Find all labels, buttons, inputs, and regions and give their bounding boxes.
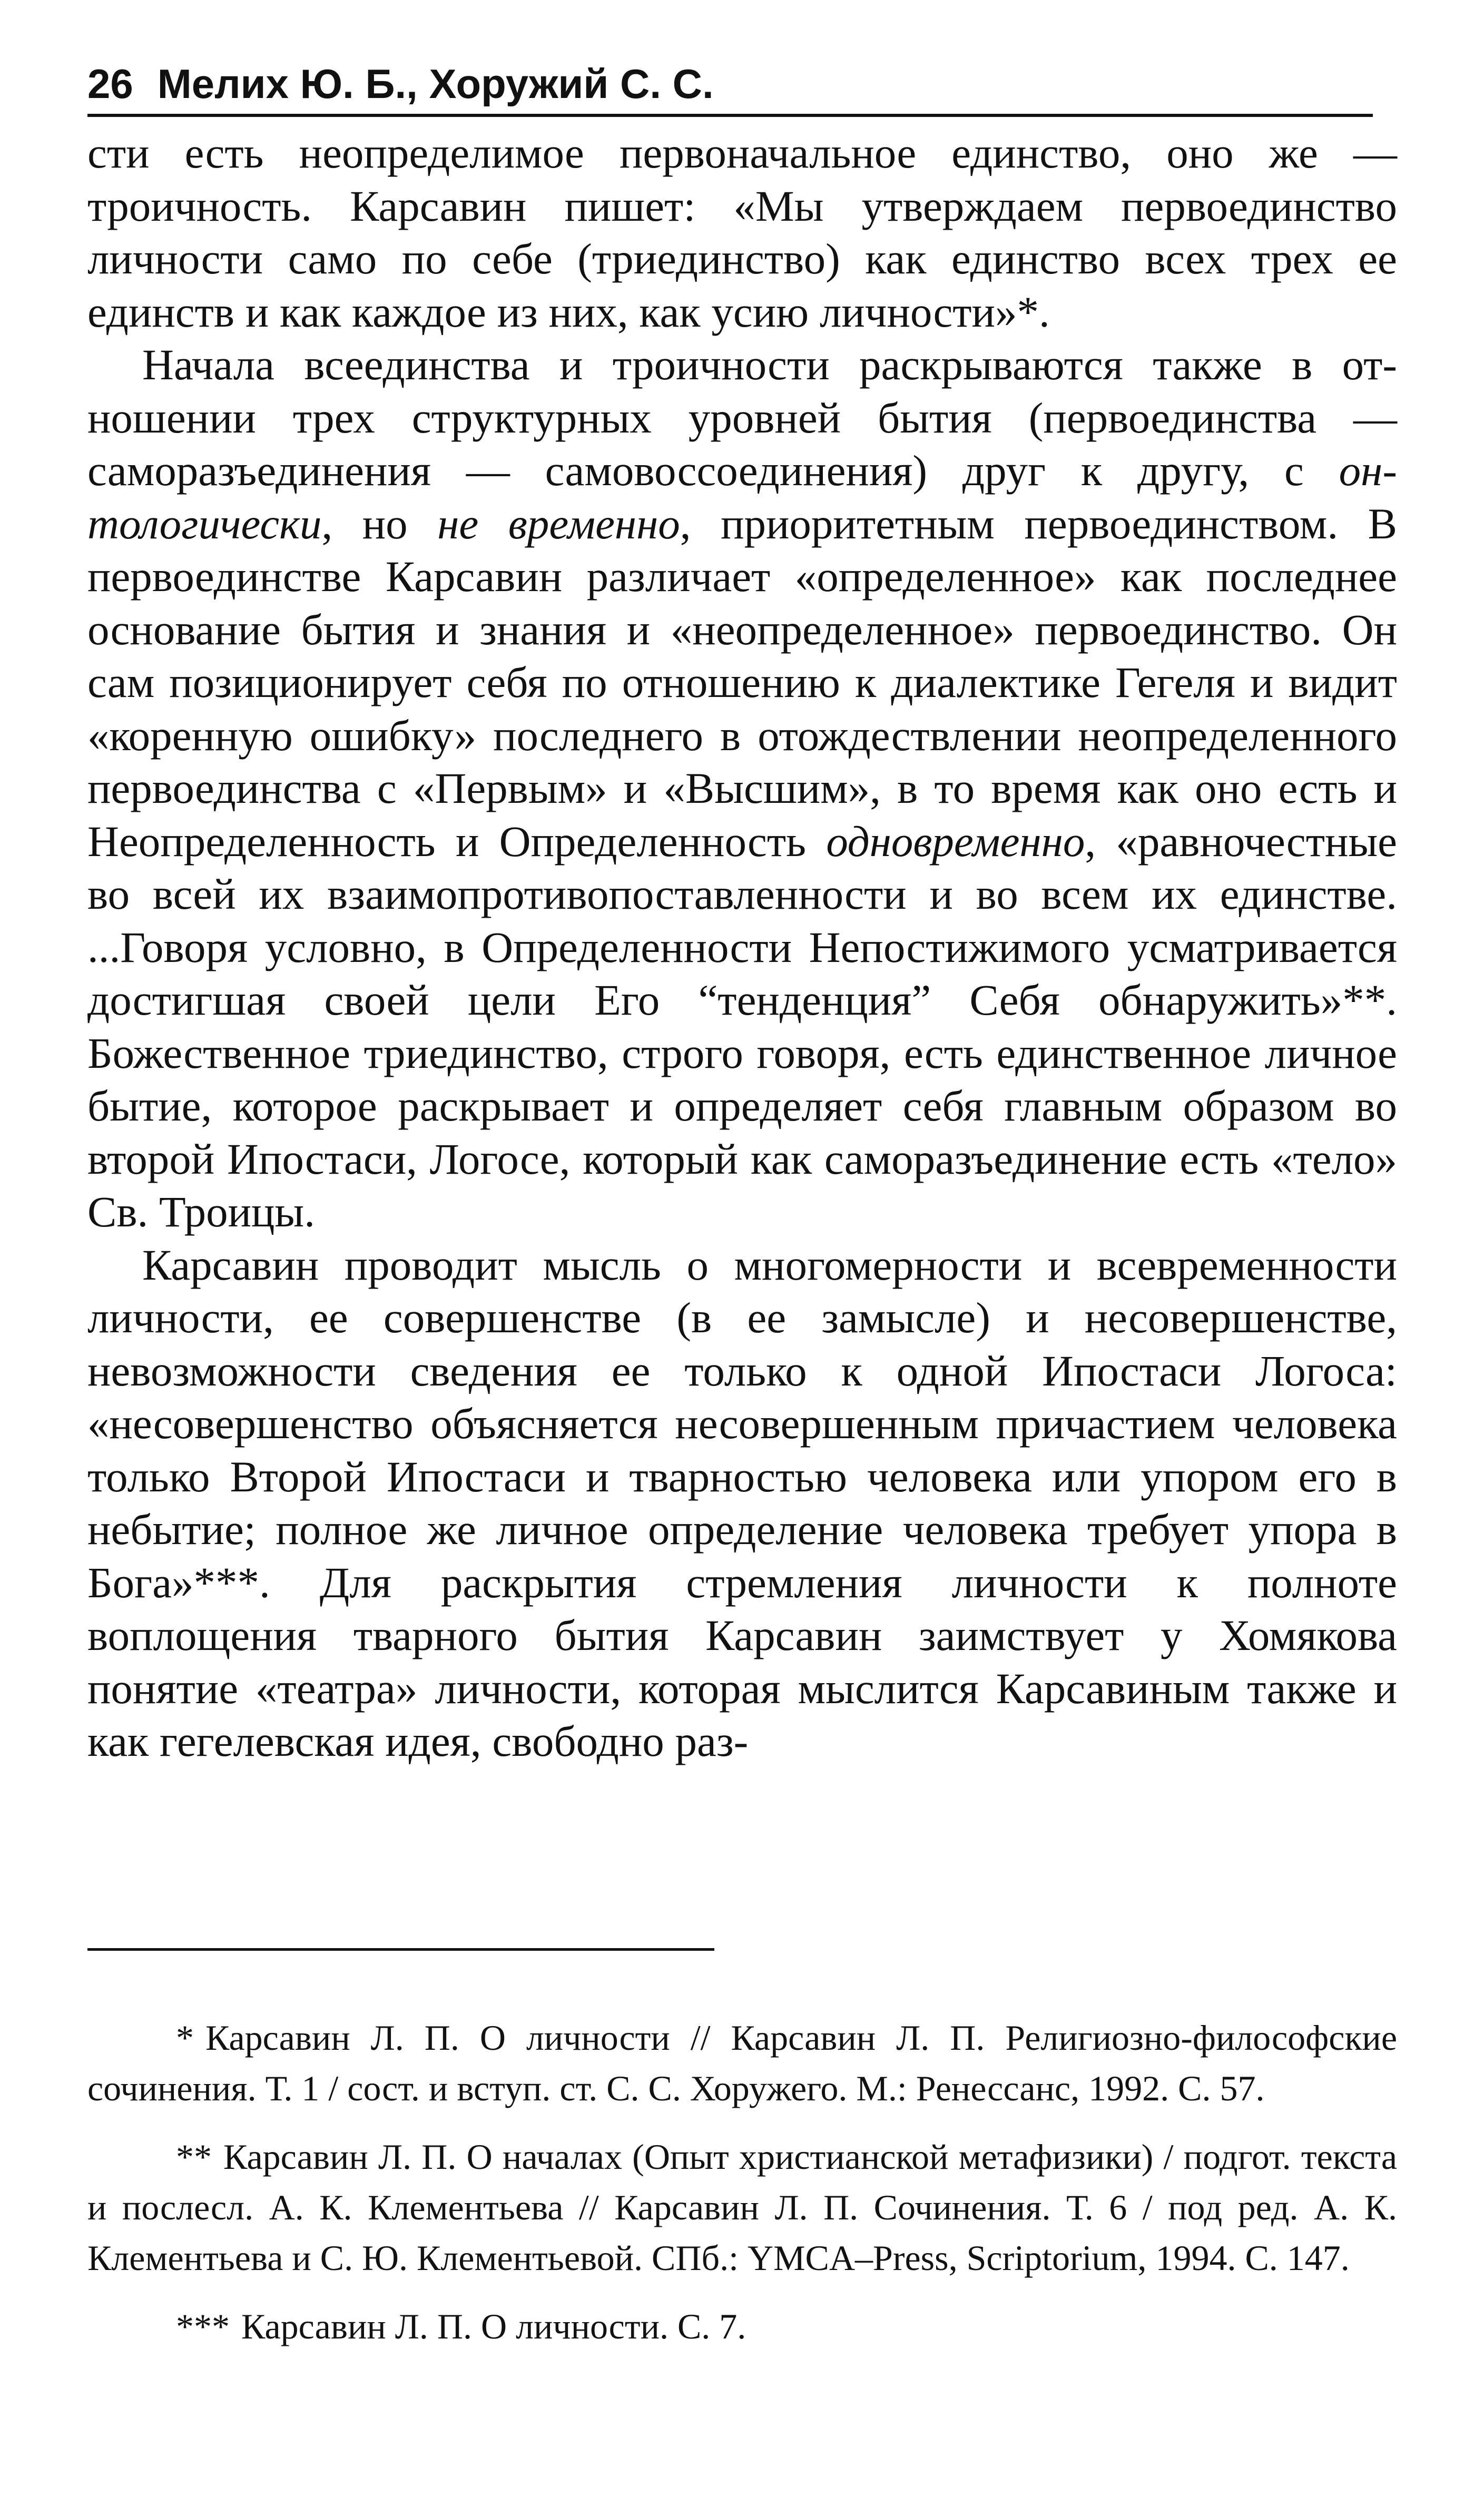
book-page: [87, 61, 1397, 2346]
text-run: Начала всеединства и троичности раскрываются также в отношении трех структурных уровней бытия (первоединства — саморазъединения — самовоссоединения) друг к другу, с: [87, 340, 1397, 495]
footnotes: [87, 2012, 1397, 2370]
paragraph: Карсавин проводит мысль о многомерности и всевременности личности, ее совершенстве (в ее замысле) и несовершенстве, невозможности сведения ее только к одной Ипостаси Логоса: «несовершенство объясняется несовершенным причастием человека только Второй Ипостаси и тварностью человека или упором его в небытие; полное же личное определение человека требует упора в Бога»***. Для раскрытия стремления личности к полноте воплощения тварного бытия Карсавин заимствует у Хомякова понятие «театра» личности, которая мыслится Карсавиным также и как гегелевская идея, свободно раз-: [87, 1240, 1397, 1765]
text-run: , «равночестные во всей их взаимопротивопоставленности и во всем их единстве. ...Говоря условно, в Определенности Непостижимого усматривается достигшая своей цели Его “тенденция” Себя обнаружить»**. Божественное триединство, строго говоря, есть единственное личное бытие, которое раскрывает и определяет себя главным образом во второй Ипостаси, Логосе, который как саморазъединение есть «тело» Св. Троицы.: [87, 817, 1397, 1236]
footnote-text: Карсавин Л. П. О началах (Опыт христианской метафизики) / подгот. текста и послесл. А. К. Клементьева // Карсавин Л. П. Сочинения. Т. 6 / под ред. А. К. Клементьева и С. Ю. Клементьевой. СПб.: YMCA–Press, Scriptorium, 1994. С. 147.: [87, 2137, 1397, 2278]
running-head: [87, 63, 1373, 117]
footnote: [87, 2131, 1397, 2283]
emphasis: онтологически: [87, 446, 1397, 548]
text-run: , но: [321, 499, 438, 548]
footnote-mark: *: [176, 2018, 194, 2058]
footnote: [87, 2012, 1397, 2114]
paragraph: [87, 338, 1397, 1239]
body-text: [87, 126, 1397, 1768]
emphasis: не временно: [437, 499, 680, 548]
footnote-text: Карсавин Л. П. О личности // Карсавин Л. П. Религиозно-философские сочинения. Т. 1 / сост. и вступ. ст. С. С. Хоружего. М.: Ренессанс, 1992. С. 57.: [87, 2018, 1397, 2108]
emphasis: одновременно: [826, 817, 1085, 866]
footnote-mark: ***: [176, 2306, 230, 2346]
footnote: [87, 2301, 1397, 2352]
paragraph-continued: сти есть неопределимое первоначальное единство, оно же — троичность. Карсавин пишет: «Мы утверждаем первоединство личности само по себе (триединство) как единство всех трех ее единств и как каждое из них, как усию личности»*.: [87, 129, 1397, 336]
text-run: , приоритетным первоединством. В первоединстве Карсавин различает «определенное» как последнее основание бытия и знания и «неопределенное» первоединство. Он сам позиционирует себя по отношению к диалектике Гегеля и видит «коренную ошибку» последнего в отождествлении неопределенного первоединства с «Первым» и «Высшим», в то время как оно есть и Неопределенность и Определенность: [87, 499, 1397, 866]
footnote-separator: [87, 1948, 714, 1951]
running-head-authors: Мелих Ю. Б., Хоружий С. С.: [157, 61, 714, 107]
footnote-text: Карсавин Л. П. О личности. С. 7.: [241, 2306, 746, 2346]
page-number: 26: [87, 61, 133, 107]
footnote-mark: **: [176, 2137, 212, 2177]
